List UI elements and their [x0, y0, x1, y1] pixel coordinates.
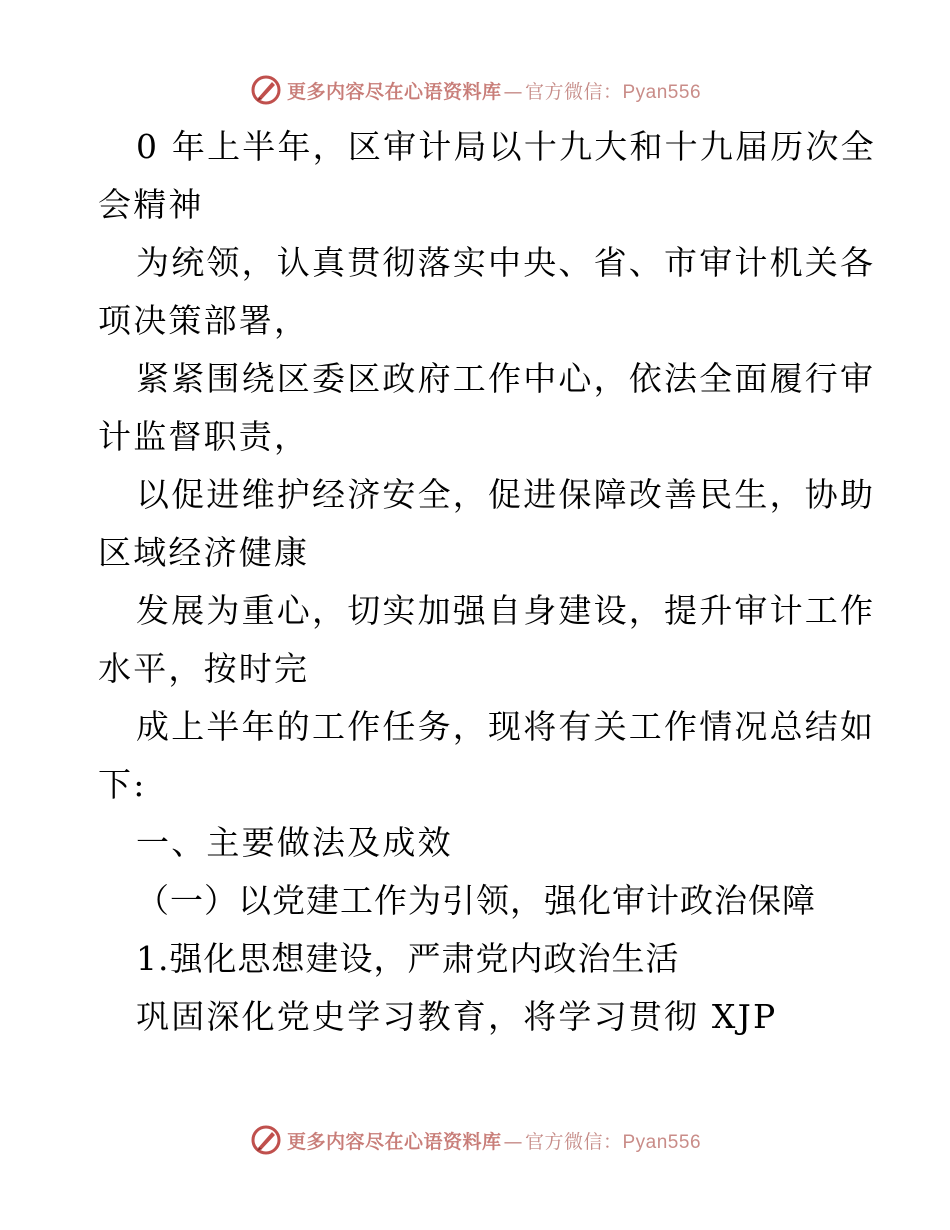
paragraph-line: 巩固深化党史学习教育，将学习贯彻 XJP: [136, 997, 778, 1036]
paragraph-line: 下:: [98, 765, 147, 804]
paragraph-line: 紧紧围绕区委区政府工作中心，依法全面履行审: [136, 359, 876, 398]
watermark-channel: 官方微信：: [524, 80, 623, 103]
document-body: [98, 118, 876, 1046]
paragraph-line: 发展为重心，切实加强自身建设，提升审计工作: [136, 591, 876, 630]
pen-logo-icon: [249, 1123, 283, 1157]
footer-watermark: [0, 1120, 950, 1160]
paragraph-line: 为统领，认真贯彻落实中央、省、市审计机关各: [136, 243, 876, 282]
paragraph-line: 成上半年的工作任务，现将有关工作情况总结如: [136, 707, 876, 746]
section-heading: 一、主要做法及成效: [136, 823, 453, 862]
pen-logo-icon: [249, 73, 283, 107]
paragraph-line: 水平，按时完: [98, 649, 310, 688]
paragraph-line: 以促进维护经济安全，促进保障改善民生，协助: [136, 475, 876, 514]
watermark-text: [287, 77, 701, 104]
watermark-dash: —: [503, 1130, 523, 1153]
paragraph-line: 会精神: [98, 185, 204, 224]
paragraph-line: 计监督职责，: [98, 417, 310, 456]
watermark-brand: 更多内容尽在心语资料库: [286, 1130, 502, 1153]
watermark-id: Pyan556: [622, 81, 702, 103]
paragraph-line: 0 年上半年，区审计局以十九大和十九届历次全: [136, 127, 876, 166]
watermark-brand: 更多内容尽在心语资料库: [286, 80, 502, 103]
watermark-text: [287, 1127, 701, 1154]
paragraph-line: 项决策部署，: [98, 301, 310, 340]
header-watermark: [0, 70, 950, 110]
paragraph-line: 区域经济健康: [98, 533, 310, 572]
subsection-heading: （一）以党建工作为引领，强化审计政治保障: [136, 881, 816, 920]
item-heading: 1.强化思想建设，严肃党内政治生活: [136, 939, 680, 978]
watermark-id: Pyan556: [622, 1131, 702, 1153]
watermark-dash: —: [503, 80, 523, 103]
watermark-channel: 官方微信：: [524, 1130, 623, 1153]
